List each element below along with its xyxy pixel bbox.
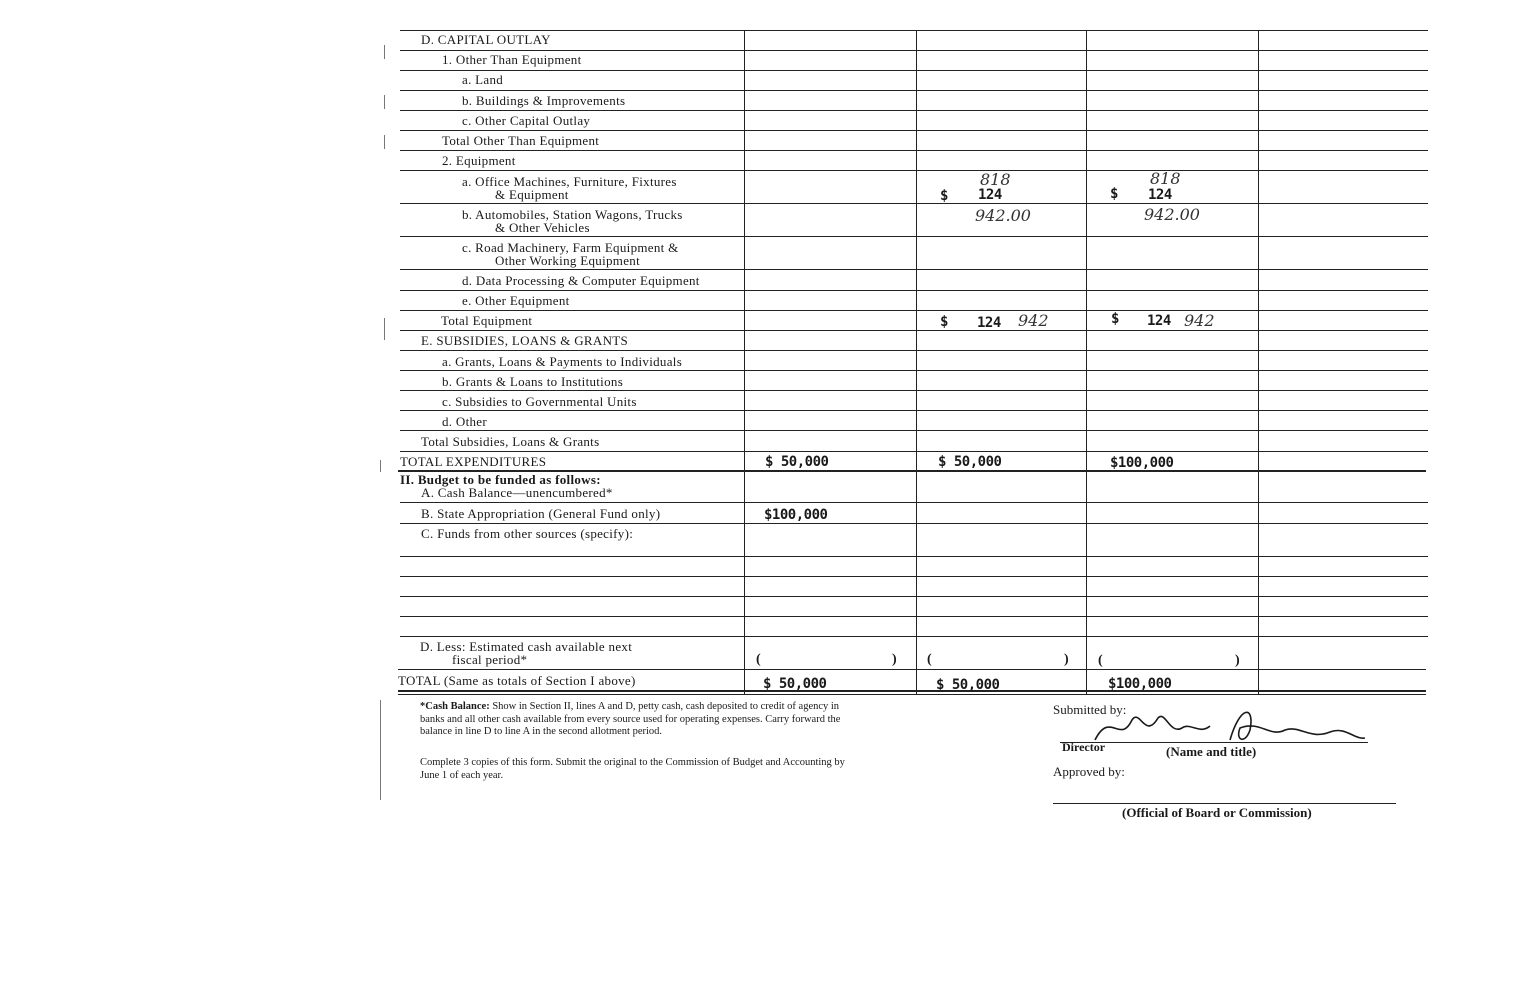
submitted-by-label: Submitted by: <box>1053 702 1127 717</box>
cash-balance-footnote-text: Show in Section II, lines A and D, petty cash, cash deposited to credit of agency in banks and all other cash available from every source used for operating expenses. Carry forward the balance in line D to line A in the second allotment period. <box>420 701 841 737</box>
row-line <box>400 203 1428 204</box>
director-label: Director <box>1062 740 1106 754</box>
section-ii-total-col2: $ 50,000 <box>936 677 1000 693</box>
equipment-label: 2. Equipment <box>442 153 516 168</box>
row-line <box>400 430 1428 431</box>
svg-text:W Webb Burke: W Webb Burke <box>1090 700 1097 701</box>
official-label: (Official of Board or Commission) <box>1122 805 1312 820</box>
office-col2-typed: 124 <box>978 187 1002 203</box>
row-line <box>400 310 1428 311</box>
road-machinery-label-2: Other Working Equipment <box>495 253 640 268</box>
row-line <box>400 330 1428 331</box>
cash-balance-label: A. Cash Balance—unencumbered* <box>421 485 613 500</box>
office-col2-handwritten: 818 <box>980 170 1011 189</box>
section-ii-title: II. Budget to be funded as follows: <box>400 472 601 487</box>
auto-col3-handwritten: 942.00 <box>1144 205 1200 224</box>
subsidies-government-label: c. Subsidies to Governmental Units <box>442 394 637 409</box>
section-ii-total-col1: $ 50,000 <box>763 676 827 692</box>
margin-mark <box>384 318 385 340</box>
total-expenditures-label: TOTAL EXPENDITURES <box>400 454 547 469</box>
road-machinery-label: c. Road Machinery, Farm Equipment & <box>462 240 679 255</box>
other-capital-label: c. Other Capital Outlay <box>462 113 591 128</box>
section-ii-total-col3: $100,000 <box>1108 676 1172 692</box>
copies-footnote: Complete 3 copies of this form. Submit the original to the Commission of Budget and Accounting by June 1 of each year. <box>420 757 845 781</box>
row-line <box>400 50 1428 51</box>
row-line <box>400 236 1428 237</box>
office-col2-dollar: $ <box>940 188 948 204</box>
office-col3-handwritten: 818 <box>1150 169 1181 188</box>
total-expenditures-col1: $ 50,000 <box>765 454 829 470</box>
row-line <box>400 502 1428 503</box>
automobiles-label: b. Automobiles, Station Wagons, Trucks <box>462 207 683 222</box>
row-line <box>400 410 1428 411</box>
total-expenditures-col3: $100,000 <box>1110 455 1174 471</box>
row-line <box>398 694 1426 695</box>
row-line <box>398 669 1426 670</box>
grants-individuals-label: a. Grants, Loans & Payments to Individuals <box>442 354 683 369</box>
cash-balance-footnote <box>420 701 850 739</box>
cash-balance-footnote-head: *Cash Balance: <box>420 701 490 712</box>
office-col3-typed: 124 <box>1148 187 1172 203</box>
row-line <box>400 130 1428 131</box>
row-line <box>400 30 1428 31</box>
paren-close-col2: ) <box>1064 652 1069 667</box>
margin-mark <box>384 135 385 149</box>
row-line <box>400 451 1428 452</box>
paren-close-col3: ) <box>1235 653 1240 668</box>
total-equipment-col2-typed: 124 <box>977 315 1001 331</box>
land-label: a. Land <box>462 72 504 87</box>
paren-open-col3: ( <box>1098 653 1103 668</box>
margin-mark <box>380 700 381 800</box>
office-machines-label: a. Office Machines, Furniture, Fixtures <box>462 174 677 189</box>
margin-mark <box>384 45 385 59</box>
row-line <box>400 616 1428 617</box>
total-equipment-col3-dollar: $ <box>1111 311 1119 327</box>
margin-mark <box>380 460 381 472</box>
state-appropriation-col1: $100,000 <box>764 507 828 523</box>
name-and-title-label: (Name and title) <box>1166 744 1257 759</box>
paren-open-col1: ( <box>756 652 761 667</box>
total-equipment-col3-handwritten: 942 <box>1184 311 1215 330</box>
submitted-by-line <box>1060 742 1368 743</box>
automobiles-label-2: & Other Vehicles <box>495 220 590 235</box>
margin-mark <box>384 95 385 109</box>
row-line <box>400 390 1428 391</box>
approved-by-line <box>1053 803 1396 804</box>
other-sources-label: C. Funds from other sources (specify): <box>421 526 634 541</box>
row-line <box>400 556 1428 557</box>
total-equipment-col2-handwritten: 942 <box>1018 311 1049 330</box>
row-line <box>400 576 1428 577</box>
row-line <box>400 523 1428 524</box>
section-d-title: D. CAPITAL OUTLAY <box>421 32 551 47</box>
row-line <box>400 269 1428 270</box>
row-line <box>400 150 1428 151</box>
auto-col2-handwritten: 942.00 <box>975 206 1031 225</box>
office-machines-label-2: & Equipment <box>495 187 569 202</box>
row-line <box>398 690 1426 692</box>
total-equipment-col2-dollar: $ <box>940 314 948 330</box>
other-subsidies-label: d. Other <box>442 414 487 429</box>
total-subsidies-label: Total Subsidies, Loans & Grants <box>421 434 600 449</box>
section-e-title: E. SUBSIDIES, LOANS & GRANTS <box>421 333 629 348</box>
row-line <box>400 90 1428 91</box>
office-col3-dollar: $ <box>1110 186 1118 202</box>
row-line <box>400 350 1428 351</box>
row-line <box>400 70 1428 71</box>
other-equipment-label: e. Other Equipment <box>462 293 570 308</box>
row-line <box>400 110 1428 111</box>
total-other-label: Total Other Than Equipment <box>442 133 600 148</box>
data-processing-label: d. Data Processing & Computer Equipment <box>462 273 700 288</box>
buildings-label: b. Buildings & Improvements <box>462 93 626 108</box>
state-appropriation-label: B. State Appropriation (General Fund only) <box>421 506 661 521</box>
other-than-equipment-label: 1. Other Than Equipment <box>442 52 582 67</box>
paren-open-col2: ( <box>927 652 932 667</box>
less-estimated-label: D. Less: Estimated cash available next <box>420 639 633 654</box>
row-line <box>400 170 1428 171</box>
grants-institutions-label: b. Grants & Loans to Institutions <box>442 374 624 389</box>
row-line <box>400 636 1428 637</box>
row-line <box>400 596 1428 597</box>
total-equipment-label: Total Equipment <box>441 313 533 328</box>
row-line <box>400 290 1428 291</box>
section-ii-total-label: TOTAL (Same as totals of Section I above) <box>398 673 636 688</box>
approved-by-label: Approved by: <box>1053 764 1125 779</box>
paren-close-col1: ) <box>892 652 897 667</box>
row-line <box>400 370 1428 371</box>
total-equipment-col3-typed: 124 <box>1147 313 1171 329</box>
total-expenditures-col2: $ 50,000 <box>938 454 1002 470</box>
less-estimated-label-2: fiscal period* <box>452 652 528 667</box>
